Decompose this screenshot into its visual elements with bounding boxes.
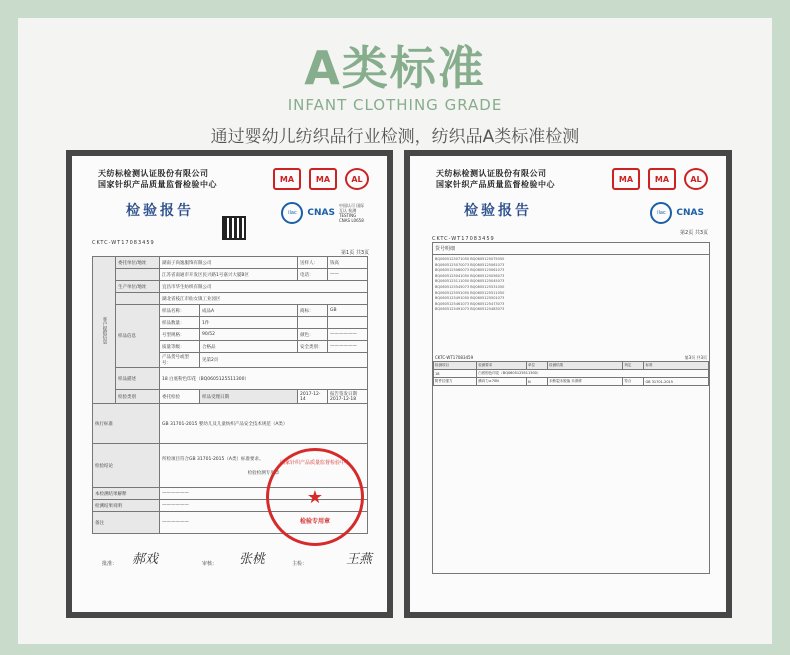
report-date [328,390,368,404]
cert-logos [273,168,369,190]
sample-key: 产品货号或型号： [160,353,200,368]
sign-label-inspector: 主检： [292,561,308,567]
row-value: 江苏省南通市开发区民兴路1号嘉兴大厦B区 [160,269,298,281]
cnas-mark [650,202,704,224]
code-line: BQ0605125111050 BQ0605125045073 [435,279,505,284]
star-icon: ★ [306,486,324,508]
sign-label-reviewer: 审核： [202,561,218,567]
sample-block-label: 样品信息 [116,305,160,368]
extra-value: —————— [160,500,368,512]
cal-logo: AL [345,168,369,190]
cma-logo: MA [612,168,640,190]
report-number: CKTC-WT17083459 [92,240,155,246]
res-cell: N [526,378,547,386]
report-title: 检验报告 [126,203,194,219]
sample-desc-label: 样品描述 [116,368,160,390]
conclusion-label: 检验结论 [93,444,160,488]
left-report-frame [66,150,393,618]
code-line: BQ0605125551050 BQ0605125511050 [435,290,505,295]
cal-logo: AL [684,168,708,190]
row-extra-label: 送样人： [298,257,328,269]
sample-value-2 [328,317,368,329]
page-number: 第1页 共3页 [341,250,369,256]
main-title: A类标准 [304,41,486,95]
res-head: 检测要求 [477,362,527,370]
org-name [98,168,217,190]
cnas-mark [281,202,365,224]
extra-label: 本检测结果解释 [93,488,160,500]
sample-key-2: 颜色： [298,329,328,341]
sample-key: 样品数量： [160,317,200,329]
cnas-icon: ilac [281,202,303,224]
received-date: 2017-12-14 [298,390,328,404]
sample-key: 号型规格： [160,329,200,341]
code-line: BQ0605125070073 BQ0605125061073 [435,262,505,267]
check-type: 委托检验 [160,390,200,404]
org-line-1: 天纺标检测认证股份有限公司 [436,169,547,178]
conclusion-text: 所检项目符合GB 31701-2015（A类）标准要求。 [162,456,264,462]
row-label: 生产单位/地址 [116,281,160,293]
cma-logo-2: MA [309,168,337,190]
standard-label: 执行标准 [93,404,160,444]
extra-label: 检测结果说明 [93,500,160,512]
code-line: BQ0605125041050 BQ0605125056073 [435,273,505,278]
code-line: BQ0605125491073 BQ0605125483073 [435,307,505,312]
code-list [433,255,709,315]
cert-logos [612,168,708,190]
row-value: 湖南子尚逸服饰有限公司 [160,257,298,269]
code-line: BQ0605125545073 BQ0605125531050 [435,284,505,289]
page-number: 第2页 共3页 [680,230,708,236]
signature-approver: 郝戏 [132,552,159,567]
cnas-label: CNAS [307,208,335,218]
standard: GB 31701-2015 婴幼儿及儿童纺织产品安全技术规范（A类） [160,404,368,444]
right-report-frame [404,150,732,618]
box-title: 货号明细 [433,243,709,255]
table-row [434,378,709,386]
res-cell: 未断裂未脱落 未滑移 [548,378,623,386]
res-head: 检测项目 [434,362,477,370]
row-label [116,269,160,281]
result-table [433,361,709,386]
sample-value-2: —————— [328,341,368,353]
page3-report-number: CKTC-WT17083459 [435,355,474,360]
conclusion-seal-label: 检验检测专用章 [247,470,280,476]
res-cell: 18 [434,370,477,378]
org-line-2: 国家针织产品质量监督检验中心 [98,180,217,189]
red-seal-stamp [266,448,364,546]
extra-label: 备注 [93,512,160,534]
org-line-1: 天纺标检测认证股份有限公司 [98,169,209,178]
sample-key-2 [298,317,328,329]
sample-value-2: —————— [328,329,368,341]
table-row [434,370,709,378]
sample-value: 合格品 [200,341,298,353]
sample-value-2: GB [328,305,368,317]
signatures [132,548,372,567]
res-cell: 横向力≥70N [477,378,527,386]
right-report-page [410,156,726,612]
page3-page-number: 第3页 共3页 [684,355,707,360]
res-head: 单位 [526,362,547,370]
heading [0,42,790,147]
row-extra-label: 电话： [298,269,328,281]
res-cell: 附件拉强力 [434,378,477,386]
stamp-text: 检验专用章 [299,518,330,525]
res-cell: 符合 [623,378,644,386]
row-label [116,293,160,305]
sample-key: 样品名称： [160,305,200,317]
report-title: 检验报告 [464,203,532,219]
cnas-label: CNAS [676,208,704,218]
code-line: BQ0605125491050 BQ0605125501073 [435,296,505,301]
org-line-2: 国家针织产品质量监督检验中心 [436,180,555,189]
code-line: BQ0605125461073 BQ0605125473073 [435,301,505,306]
stamp-ring-text: 国家针织产品质量监督检验中心 [279,460,350,466]
english-title: INFANT CLOTHING GRADE [287,96,503,114]
res-cell: 白底粉色印花（BQ0605125511300） [477,370,709,378]
sample-value: 90/52 [200,329,298,341]
signature-inspector: 王燕 [345,552,372,567]
report-date-value: 2017-12-18 [330,397,357,402]
extra-value: —————— [160,512,368,534]
sample-value: 成品A [200,305,298,317]
row-value: 湖北省枝江市仙女镇工业园区 [160,293,368,305]
res-head: 检测结果 [548,362,623,370]
detail-box [432,242,710,574]
cma-logo-2: MA [648,168,676,190]
cma-logo: MA [273,168,301,190]
sample-value: 见第2页 [200,353,368,368]
qr-code-icon [222,216,246,240]
code-line: BQ0605125071050 BQ0605125075050 [435,257,505,261]
code-line: BQ0605125060073 BQ0605125061073 [435,268,505,273]
received-label: 样品受理日期 [200,390,298,404]
left-report-page [72,156,387,612]
check-type-label: 检验类别 [116,390,160,404]
sample-key: 质量等级： [160,341,200,353]
cnas-icon: ilac [650,202,672,224]
report-number: CKTC-WT17083459 [432,236,495,242]
extra-value: —————— [160,488,368,500]
subtitle: 通过婴幼儿纺织品行业检测，纺织品A类标准检测 [210,127,580,147]
row-extra: 钱高 [328,257,368,269]
sample-key-2: 商标： [298,305,328,317]
side-label: 客户提供信息 [93,257,116,404]
sign-label-approver: 批准： [102,561,118,567]
report-date-label: 报告签发日期 [330,392,357,397]
res-cell: GB 31701-2015 [644,378,709,386]
row-value: 宜昌市华生纺织有限公司 [160,281,368,293]
sample-value: 1件 [200,317,298,329]
sample-key-2: 安全类别： [298,341,328,353]
res-head: 判定 [623,362,644,370]
row-extra: —— [328,269,368,281]
org-name [436,168,555,190]
sample-desc: 18 白底粉色印花（BQ0605125511300） [160,368,368,390]
res-head: 标准 [644,362,709,370]
row-label: 委托单位/地址 [116,257,160,269]
cnas-sub: 中国认可 国际互认 检测 TESTING CNAS L0658 [339,203,365,223]
signature-reviewer: 张桃 [238,552,265,567]
